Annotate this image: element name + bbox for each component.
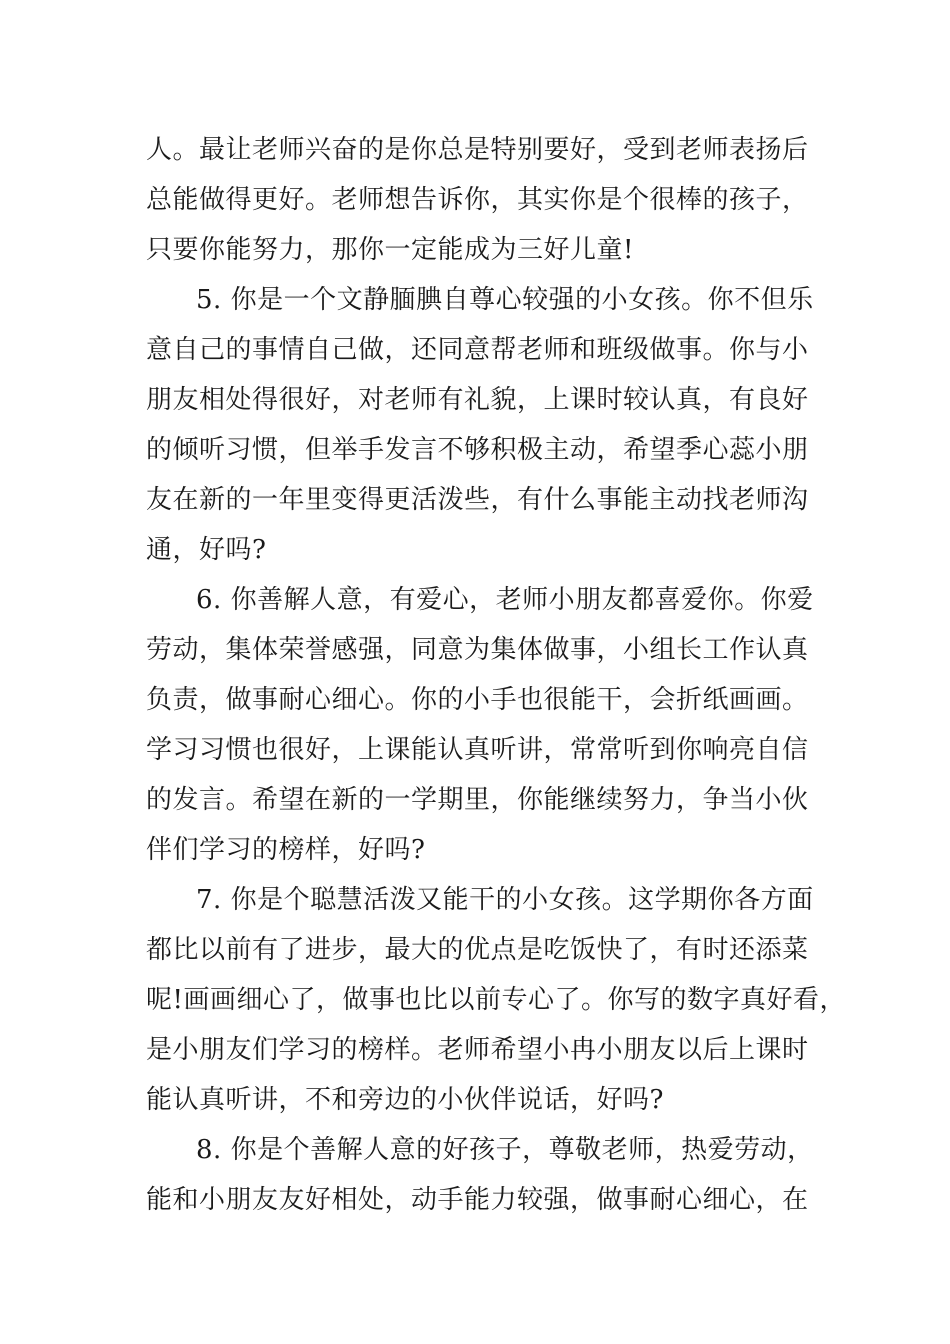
text-line: 只要你能努力，那你一定能成为三好儿童! bbox=[146, 235, 634, 265]
text-line: 呢!画画细心了，做事也比以前专心了。你写的数字真好看， bbox=[146, 985, 846, 1015]
paragraph-7-start: 7. 你是个聪慧活泼又能干的小女孩。这学期你各方面 bbox=[196, 885, 814, 915]
text-line: 人。最让老师兴奋的是你总是特别要好，受到老师表扬后 bbox=[146, 135, 809, 165]
text-line: 劳动，集体荣誉感强，同意为集体做事，小组长工作认真 bbox=[146, 635, 809, 665]
text-line: 伴们学习的榜样，好吗? bbox=[146, 835, 426, 865]
text-line: 朋友相处得很好，对老师有礼貌，上课时较认真，有良好 bbox=[146, 385, 809, 415]
paragraph-6-start: 6. 你善解人意，有爱心，老师小朋友都喜爱你。你爱 bbox=[196, 585, 814, 615]
text-line: 的倾听习惯，但举手发言不够积极主动，希望季心蕊小朋 bbox=[146, 435, 809, 465]
text-line: 的发言。希望在新的一学期里，你能继续努力，争当小伙 bbox=[146, 785, 809, 815]
text-line: 能和小朋友友好相处，动手能力较强，做事耐心细心，在 bbox=[146, 1185, 809, 1215]
paragraph-5-start: 5. 你是一个文静腼腆自尊心较强的小女孩。你不但乐 bbox=[196, 285, 814, 315]
text-line: 负责，做事耐心细心。你的小手也很能干，会折纸画画。 bbox=[146, 685, 809, 715]
text-line: 总能做得更好。老师想告诉你，其实你是个很棒的孩子， bbox=[146, 185, 809, 215]
text-line: 都比以前有了进步，最大的优点是吃饭快了，有时还添菜 bbox=[146, 935, 809, 965]
text-line: 是小朋友们学习的榜样。老师希望小冉小朋友以后上课时 bbox=[146, 1035, 809, 1065]
text-line: 能认真听讲，不和旁边的小伙伴说话，好吗? bbox=[146, 1085, 664, 1115]
text-line: 意自己的事情自己做，还同意帮老师和班级做事。你与小 bbox=[146, 335, 809, 365]
text-line: 通，好吗? bbox=[146, 535, 267, 565]
text-line: 友在新的一年里变得更活泼些，有什么事能主动找老师沟 bbox=[146, 485, 809, 515]
paragraph-8-start: 8. 你是个善解人意的好孩子，尊敬老师，热爱劳动， bbox=[196, 1135, 814, 1165]
text-line: 学习习惯也很好，上课能认真听讲，常常听到你响亮自信 bbox=[146, 735, 809, 765]
